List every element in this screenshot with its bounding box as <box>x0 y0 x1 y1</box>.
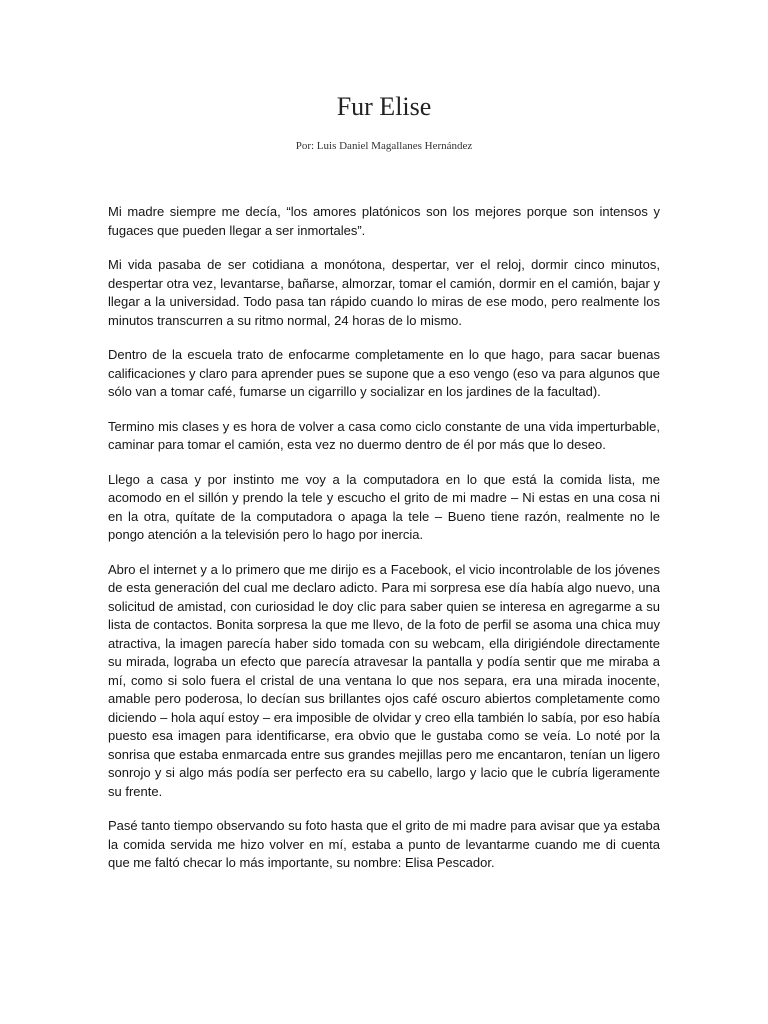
document-body <box>108 203 660 889</box>
document-title: Fur Elise <box>336 92 432 121</box>
paragraph-7: Pasé tanto tiempo observando su foto hasta que el grito de mi madre para avisar que ya estaba la comida servida me hizo volver en mí, estaba a punto de levantarme cuando me di cuenta que me faltó checar lo más importante, su nombre: Elisa Pescador. <box>108 818 660 870</box>
paragraph-6: Abro el internet y a lo primero que me dirijo es a Facebook, el vicio incontrolable de los jóvenes de esta generación del cual me declaro adicto. Para mi sorpresa ese día había algo nuevo, una solicitud de amistad, con curiosidad le doy clic para saber quien se interesa en agregarme a su lista de contactos. Bonita sorpresa la que me llevo, de la foto de perfil se asoma una chica muy atractiva, la imagen parecía haber sido tomada con su webcam, ella dirigiéndole directamente su mirada, lograba un efecto que parecía atravesar la pantalla y podía sentir que me miraba a mí, como si solo fuera el cristal de una ventana lo que nos separa, era una mirada inocente, amable pero poderosa, lo decían sus brillantes ojos café oscuro abiertos completamente como diciendo – hola aquí estoy – era imposible de olvidar y creo ella también lo sabía, por eso había puesto esa imagen para identificarse, era obvio que le gustaba como se veía. Lo noté por la sonrisa que estaba enmarcada entre sus grandes mejillas pero me encantaron, tenían un ligero sonrojo y si algo más podía ser perfecto era su cabello, largo y lacio que le cubría ligeramente su frente. <box>108 561 660 799</box>
paragraph-3: Dentro de la escuela trato de enfocarme completamente en lo que hago, para sacar buenas calificaciones y claro para aprender pues se supone que a eso vengo (eso va para algunos que sólo van a tomar café, fumarse un cigarrillo y socializar en los jardines de la facultad). <box>108 347 660 399</box>
paragraph-1: Mi madre siempre me decía, “los amores platónicos son los mejores porque son intensos y fugaces que pueden llegar a ser inmortales”. <box>108 204 660 238</box>
paragraph-2: Mi vida pasaba de ser cotidiana a monótona, despertar, ver el reloj, dormir cinco minutos, despertar otra vez, levantarse, bañarse, almorzar, tomar el camión, dormir en el camión, bajar y llegar a la universidad. Todo pasa tan rápido cuando lo miras de ese modo, pero realmente los minutos transcurren a su ritmo normal, 24 horas de lo mismo. <box>108 257 660 328</box>
document-author: Por: Luis Daniel Magallanes Hernández <box>295 140 473 152</box>
paragraph-4: Termino mis clases y es hora de volver a casa como ciclo constante de una vida imperturbable, caminar para tomar el camión, esta vez no duermo dentro de él por más que lo deseo. <box>108 418 660 452</box>
paragraph-5: Llego a casa y por instinto me voy a la computadora en lo que está la comida lista, me acomodo en el sillón y prendo la tele y escucho el grito de mi madre – Ni estas en una cosa ni en la otra, quítate de la computadora o apaga la tele – Bueno tiene razón, realmente no le pongo atención a la televisión pero lo hago por inercia. <box>108 471 660 542</box>
